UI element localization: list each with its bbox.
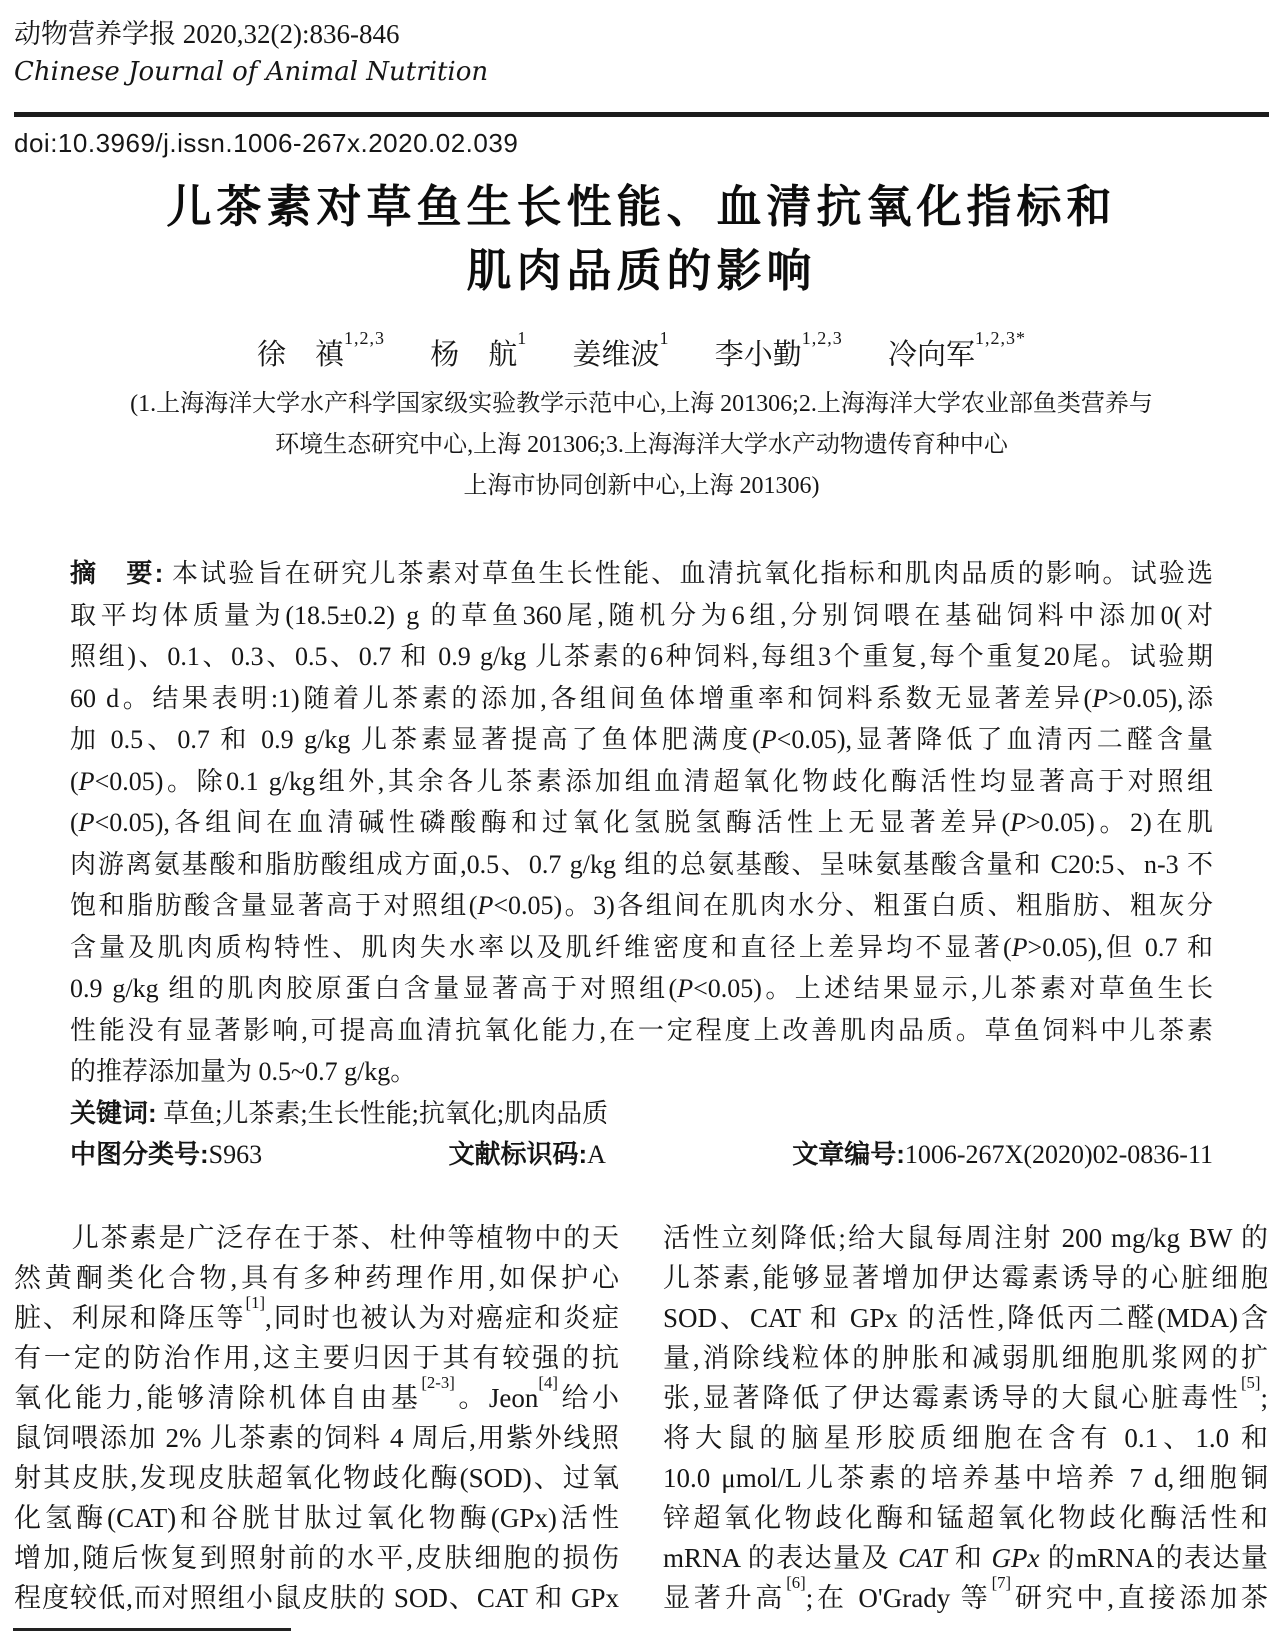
author-name: 姜维波: [572, 339, 660, 372]
clc-label: 中图分类号:: [70, 1139, 209, 1170]
author-affiliation-sup: 1: [659, 328, 670, 349]
text-line: 肉游离氨基酸和脂肪酸组成方面,0.5、0.7 g/kg 组的总氨基酸、呈味氨基酸含量和 C20:5、n-3 不: [70, 849, 1213, 879]
affiliation-line: 环境生态研究中心,上海 201306;3.上海海洋大学水产动物遗传育种中心: [275, 432, 1008, 459]
text-line: 鼠饲喂添加 2% 儿茶素的饲料 4 周后,用紫外线照: [14, 1422, 619, 1453]
text-line: 性能没有显著影响,可提高血清抗氧化能力,在一定程度上改善肌肉品质。草鱼饲料中儿茶素: [70, 1015, 1213, 1045]
text-line: 儿茶素,能够显著增加伊达霉素诱导的心脏细胞: [663, 1262, 1268, 1293]
author: [430, 328, 528, 377]
text-line: 加 0.5、0.7 和 0.9 g/kg 儿茶素显著提高了鱼体肥满度(P<0.05),显著降低了血清丙二醛含量: [70, 725, 1213, 755]
author-affiliation-sup: 1,2,3: [801, 328, 843, 349]
body-column-left: [14, 1218, 619, 1618]
text-line: 60 d。结果表明:1)随着儿茶素的添加,各组间鱼体增重率和饲料系数无显著差异(P>0.05),添: [70, 683, 1214, 713]
author-affiliation-sup: 1: [517, 328, 528, 349]
text-line: (P<0.05)。除0.1 g/kg组外,其余各儿茶素添加组血清超氧化物歧化酶活性均显著高于对照组: [70, 766, 1213, 796]
abstract-section: [70, 553, 1213, 1176]
author-name: 杨 航: [430, 339, 518, 372]
author-affiliation-sup: 1,2,3*: [975, 328, 1027, 349]
author: [256, 328, 385, 377]
keywords-line: [70, 1093, 1213, 1135]
header-rule: [14, 112, 1269, 117]
text-line: 射其皮肤,发现皮肤超氧化物歧化酶(SOD)、过氧: [14, 1462, 619, 1493]
text-line: 增加,随后恢复到照射前的水平,皮肤细胞的损伤: [14, 1542, 619, 1573]
affiliation-line: (1.上海海洋大学水产科学国家级实验教学示范中心,上海 201306;2.上海海洋大学农业部鱼类营养与: [130, 391, 1153, 418]
article-id-value: 1006-267X(2020)02-0836-11: [904, 1140, 1213, 1170]
document-code-value: A: [587, 1140, 606, 1170]
author-affiliation-sup: 1,2,3: [343, 328, 385, 349]
journal-header: [14, 16, 1269, 160]
text-line: 张,显著降低了伊达霉素诱导的大鼠心脏毒性[5];: [663, 1373, 1268, 1413]
text-line: 的推荐添加量为 0.5~0.7 g/kg。: [70, 1057, 417, 1087]
author: [572, 328, 670, 377]
text-line: 取平均体质量为(18.5±0.2) g 的草鱼360尾,随机分为6组,分别饲喂在基础饲料中添加0(对: [70, 600, 1213, 630]
author-line: [14, 328, 1269, 377]
text-line: SOD、CAT 和 GPx 的活性,降低丙二醛(MDA)含: [663, 1302, 1268, 1333]
text-line: 显著升高[6];在 O'Grady 等[7]研究中,直接添加茶: [663, 1573, 1269, 1613]
article-title-line-1: 儿茶素对草鱼生长性能、血清抗氧化指标和: [166, 181, 1117, 232]
text-line: 有一定的防治作用,这主要归因于其有较强的抗: [14, 1342, 619, 1373]
text-line: 照组)、0.1、0.3、0.5、0.7 和 0.9 g/kg 儿茶素的6种饲料,每组3个重复,每个重复20尾。试验期: [70, 642, 1213, 672]
journal-cn-title: 动物营养学报 2020,32(2):836-846: [14, 19, 400, 49]
doi-line: doi:10.3969/j.issn.1006-267x.2020.02.039: [14, 128, 519, 158]
article-title: [14, 175, 1269, 303]
text-line: 脏、利尿和降压等[1],同时也被认为对癌症和炎症: [14, 1293, 620, 1333]
text-line: 0.9 g/kg 组的肌肉胶原蛋白含量显著高于对照组(P<0.05)。上述结果显示,儿茶素对草鱼生长: [70, 974, 1213, 1004]
affiliations: [14, 384, 1269, 507]
text-line: 活性立刻降低;给大鼠每周注射 200 mg/kg BW 的: [663, 1222, 1268, 1253]
author-name: 李小勤: [714, 339, 802, 372]
abstract-text: [70, 553, 1213, 1093]
author-name: 冷向军: [888, 339, 976, 372]
body-column-right: [663, 1218, 1268, 1618]
keywords-text: 草鱼;儿茶素;生长性能;抗氧化;肌肉品质: [163, 1098, 609, 1128]
text-line: 将大鼠的脑星形胶质细胞在含有 0.1、1.0 和: [663, 1422, 1268, 1453]
text-line: 含量及肌肉质构特性、肌肉失水率以及肌纤维密度和直径上差异均不显著(P>0.05),但 0.7 和: [70, 932, 1213, 962]
text-line: 氧化能力,能够清除机体自由基[2-3]。Jeon[4]给小: [14, 1373, 619, 1413]
article-id-label: 文章编号:: [792, 1139, 905, 1170]
affiliation-line: 上海市协同创新中心,上海 201306): [463, 473, 820, 500]
text-line: 化氢酶(CAT)和谷胱甘肽过氧化物酶(GPx)活性: [14, 1502, 619, 1533]
author: [888, 328, 1027, 377]
text-line: 量,消除线粒体的肿胀和减弱肌细胞肌浆网的扩: [663, 1342, 1268, 1373]
journal-en-title: Chinese Journal of Animal Nutrition: [14, 57, 489, 87]
article-id: [792, 1134, 1213, 1176]
document-code: [448, 1134, 605, 1176]
clc-value: S963: [208, 1140, 263, 1170]
keywords-label: 关键词:: [70, 1097, 157, 1128]
text-line: 10.0 μmol/L儿茶素的培养基中培养 7 d,细胞铜: [663, 1462, 1268, 1493]
text-line: 儿茶素是广泛存在于茶、杜仲等植物中的天: [14, 1222, 619, 1253]
text-line: (P<0.05),各组间在血清碱性磷酸酶和过氧化氢脱氢酶活性上无显著差异(P>0.05)。2)在肌: [70, 808, 1214, 838]
text-line: 饱和脂肪酸含量显著高于对照组(P<0.05)。3)各组间在肌肉水分、粗蛋白质、粗脂肪、粗灰分: [70, 891, 1213, 921]
text-line: 然黄酮类化合物,具有多种药理作用,如保护心: [14, 1262, 619, 1293]
footnote-rule: [13, 1628, 291, 1631]
author-name: 徐 禛: [256, 339, 344, 372]
clc-number: [70, 1134, 262, 1176]
author: [714, 328, 843, 377]
text-line: mRNA 的表达量及 CAT 和 GPx 的mRNA的表达量: [663, 1542, 1268, 1573]
article-title-line-2: 肌肉品质的影响: [466, 245, 817, 296]
body-columns: [14, 1218, 1269, 1618]
document-code-label: 文献标识码:: [448, 1139, 588, 1170]
text-line: 程度较低,而对照组小鼠皮肤的 SOD、CAT 和 GPx: [14, 1582, 619, 1613]
text-line: 摘 要: 本试验旨在研究儿茶素对草鱼生长性能、血清抗氧化指标和肌肉品质的影响。试验选: [70, 558, 1213, 589]
classification-line: [70, 1134, 1213, 1176]
text-line: 锌超氧化物歧化酶和锰超氧化物歧化酶活性和: [663, 1502, 1268, 1533]
